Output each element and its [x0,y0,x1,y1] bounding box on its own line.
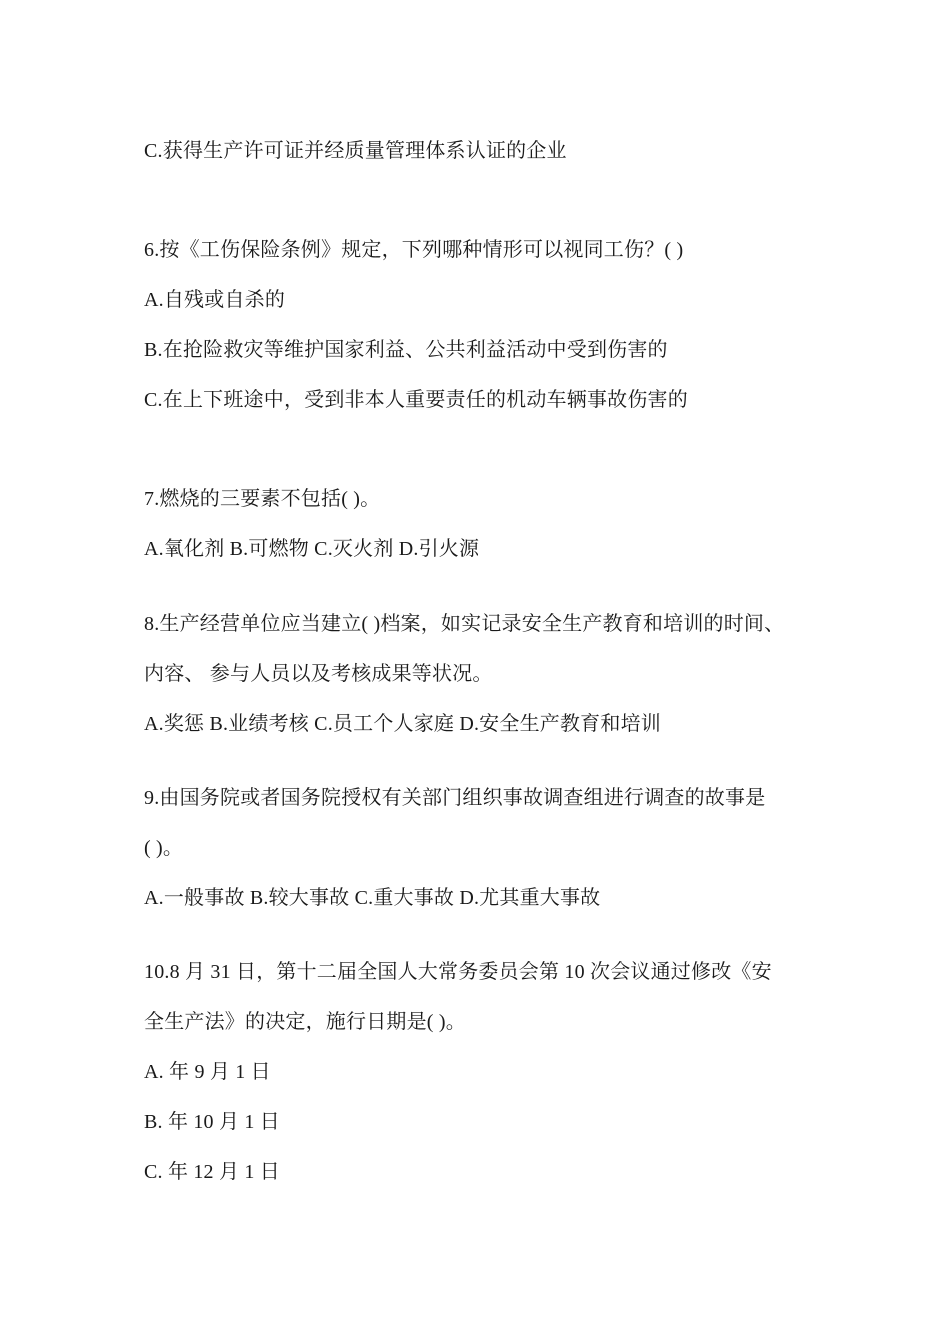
q10-option-c: C. 年 12 月 1 日 [144,1161,280,1183]
q8-question-line-1: 8.生产经营单位应当建立( )档案，如实记录安全生产教育和培训的时间、 [144,613,785,635]
q7-question: 7.燃烧的三要素不包括( )。 [144,488,381,510]
q9-options: A.一般事故 B.较大事故 C.重大事故 D.尤其重大事故 [144,887,601,909]
q6-option-c: C.在上下班途中，受到非本人重要责任的机动车辆事故伤害的 [144,389,688,411]
q10-question-line-1: 10.8 月 31 日，第十二届全国人大常务委员会第 10 次会议通过修改《安 [144,961,772,983]
q9-question-line-2: ( )。 [144,837,184,859]
q7-options: A.氧化剂 B.可燃物 C.灭火剂 D.引火源 [144,538,480,560]
q6-option-a: A.自残或自杀的 [144,289,286,311]
q8-options: A.奖惩 B.业绩考核 C.员工个人家庭 D.安全生产教育和培训 [144,713,661,735]
q9-question-line-1: 9.由国务院或者国务院授权有关部门组织事故调查组进行调查的故事是 [144,787,766,809]
q10-question-line-2: 全生产法》的决定，施行日期是( )。 [144,1011,466,1033]
q6-option-b: B.在抢险救灾等维护国家利益、公共利益活动中受到伤害的 [144,339,668,361]
q6-question: 6.按《工伤保险条例》规定，下列哪种情形可以视同工伤？( ) [144,239,684,261]
q5-option-c: C.获得生产许可证并经质量管理体系认证的企业 [144,140,567,162]
q10-option-a: A. 年 9 月 1 日 [144,1061,271,1083]
q10-option-b: B. 年 10 月 1 日 [144,1111,280,1133]
q8-question-line-2: 内容、 参与人员以及考核成果等状况。 [144,663,493,685]
